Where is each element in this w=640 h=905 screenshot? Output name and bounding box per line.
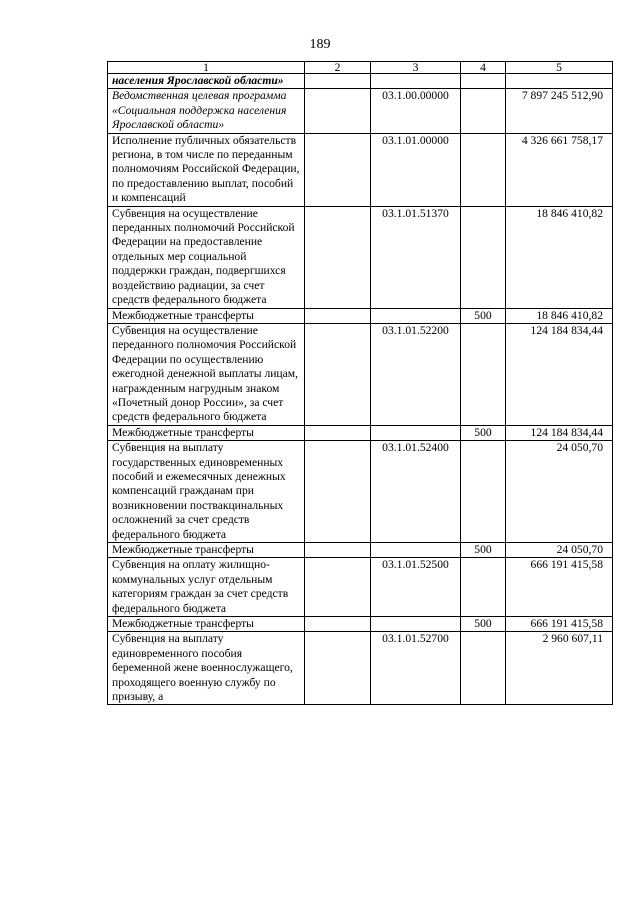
row-sum-cell: 4 326 661 758,17 — [506, 133, 613, 206]
row-code-cell: 03.1.00.00000 — [371, 89, 461, 133]
row-code-cell — [371, 74, 461, 89]
row-name-cell: Исполнение публичных обязательств региона, в том числе по переданным полномочиям Российской Федерации, по предоставлению выплат, пособий и компенсаций — [108, 133, 305, 206]
row-sum-cell: 124 184 834,44 — [506, 323, 613, 425]
table-row — [108, 206, 613, 308]
row-name-cell: Межбюджетные трансферты — [108, 543, 305, 558]
row-name-cell: Субвенция на осуществление переданного полномочия Российской Федерации по осуществлению ежегодной денежной выплаты лицам, награжденным нагрудным знаком «Почетный донор России», за счет средств федерального бюджета — [108, 323, 305, 425]
row-type-cell — [461, 632, 506, 705]
row-col2-cell — [305, 74, 371, 89]
table-row — [108, 308, 613, 323]
column-header-3: 3 — [371, 62, 461, 74]
row-col2-cell — [305, 308, 371, 323]
table-row — [108, 558, 613, 617]
row-name-cell: Ведомственная целевая программа «Социальная поддержка населения Ярославской области» — [108, 89, 305, 133]
row-col2-cell — [305, 323, 371, 425]
table-row — [108, 617, 613, 632]
row-name-cell: Субвенция на оплату жилищно-коммунальных услуг отдельным категориям граждан за счет средств федерального бюджета — [108, 558, 305, 617]
row-name-cell: населения Ярославской области» — [108, 74, 305, 89]
column-header-2: 2 — [305, 62, 371, 74]
row-type-cell: 500 — [461, 425, 506, 440]
row-sum-cell: 18 846 410,82 — [506, 308, 613, 323]
column-header-4: 4 — [461, 62, 506, 74]
row-col2-cell — [305, 632, 371, 705]
row-name-cell: Межбюджетные трансферты — [108, 617, 305, 632]
row-sum-cell: 666 191 415,58 — [506, 558, 613, 617]
budget-table — [107, 61, 613, 705]
row-code-cell: 03.1.01.52700 — [371, 632, 461, 705]
table-row — [108, 74, 613, 89]
column-header-5: 5 — [506, 62, 613, 74]
row-col2-cell — [305, 89, 371, 133]
row-name-cell: Межбюджетные трансферты — [108, 308, 305, 323]
row-col2-cell — [305, 441, 371, 543]
row-code-cell: 03.1.01.52200 — [371, 323, 461, 425]
row-sum-cell: 7 897 245 512,90 — [506, 89, 613, 133]
row-sum-cell: 124 184 834,44 — [506, 425, 613, 440]
row-sum-cell: 24 050,70 — [506, 441, 613, 543]
table-row — [108, 632, 613, 705]
row-type-cell — [461, 74, 506, 89]
page-number: 189 — [309, 37, 331, 52]
row-code-cell — [371, 543, 461, 558]
row-col2-cell — [305, 558, 371, 617]
row-sum-cell: 24 050,70 — [506, 543, 613, 558]
row-type-cell — [461, 558, 506, 617]
row-code-cell — [371, 617, 461, 632]
row-type-cell — [461, 89, 506, 133]
row-col2-cell — [305, 543, 371, 558]
table-row — [108, 425, 613, 440]
row-col2-cell — [305, 133, 371, 206]
table-row — [108, 543, 613, 558]
row-code-cell: 03.1.01.52500 — [371, 558, 461, 617]
table-row — [108, 323, 613, 425]
row-code-cell — [371, 425, 461, 440]
row-code-cell — [371, 308, 461, 323]
row-type-cell — [461, 441, 506, 543]
row-name-cell: Межбюджетные трансферты — [108, 425, 305, 440]
column-header-1: 1 — [108, 62, 305, 74]
row-code-cell: 03.1.01.51370 — [371, 206, 461, 308]
row-type-cell: 500 — [461, 308, 506, 323]
row-col2-cell — [305, 617, 371, 632]
row-type-cell — [461, 323, 506, 425]
row-type-cell: 500 — [461, 617, 506, 632]
row-code-cell: 03.1.01.52400 — [371, 441, 461, 543]
row-sum-cell: 666 191 415,58 — [506, 617, 613, 632]
row-type-cell: 500 — [461, 543, 506, 558]
row-sum-cell: 18 846 410,82 — [506, 206, 613, 308]
row-type-cell — [461, 133, 506, 206]
table-row — [108, 89, 613, 133]
row-name-cell: Субвенция на выплату государственных единовременных пособий и ежемесячных денежных компенсаций гражданам при возникновении поствакцинальных осложнений за счет средств федерального бюджета — [108, 441, 305, 543]
row-name-cell: Субвенция на выплату единовременного пособия беременной жене военнослужащего, проходящего военную службу по призыву, а — [108, 632, 305, 705]
row-sum-cell: 2 960 607,11 — [506, 632, 613, 705]
column-header-row — [108, 62, 613, 74]
table-row — [108, 133, 613, 206]
row-col2-cell — [305, 425, 371, 440]
row-code-cell: 03.1.01.00000 — [371, 133, 461, 206]
row-name-cell: Субвенция на осуществление переданных полномочий Российской Федерации на предоставление отдельных мер социальной поддержки граждан, подвергшихся воздействию радиации, за счет средств федерального бюджета — [108, 206, 305, 308]
row-type-cell — [461, 206, 506, 308]
row-sum-cell — [506, 74, 613, 89]
table-row — [108, 441, 613, 543]
row-col2-cell — [305, 206, 371, 308]
